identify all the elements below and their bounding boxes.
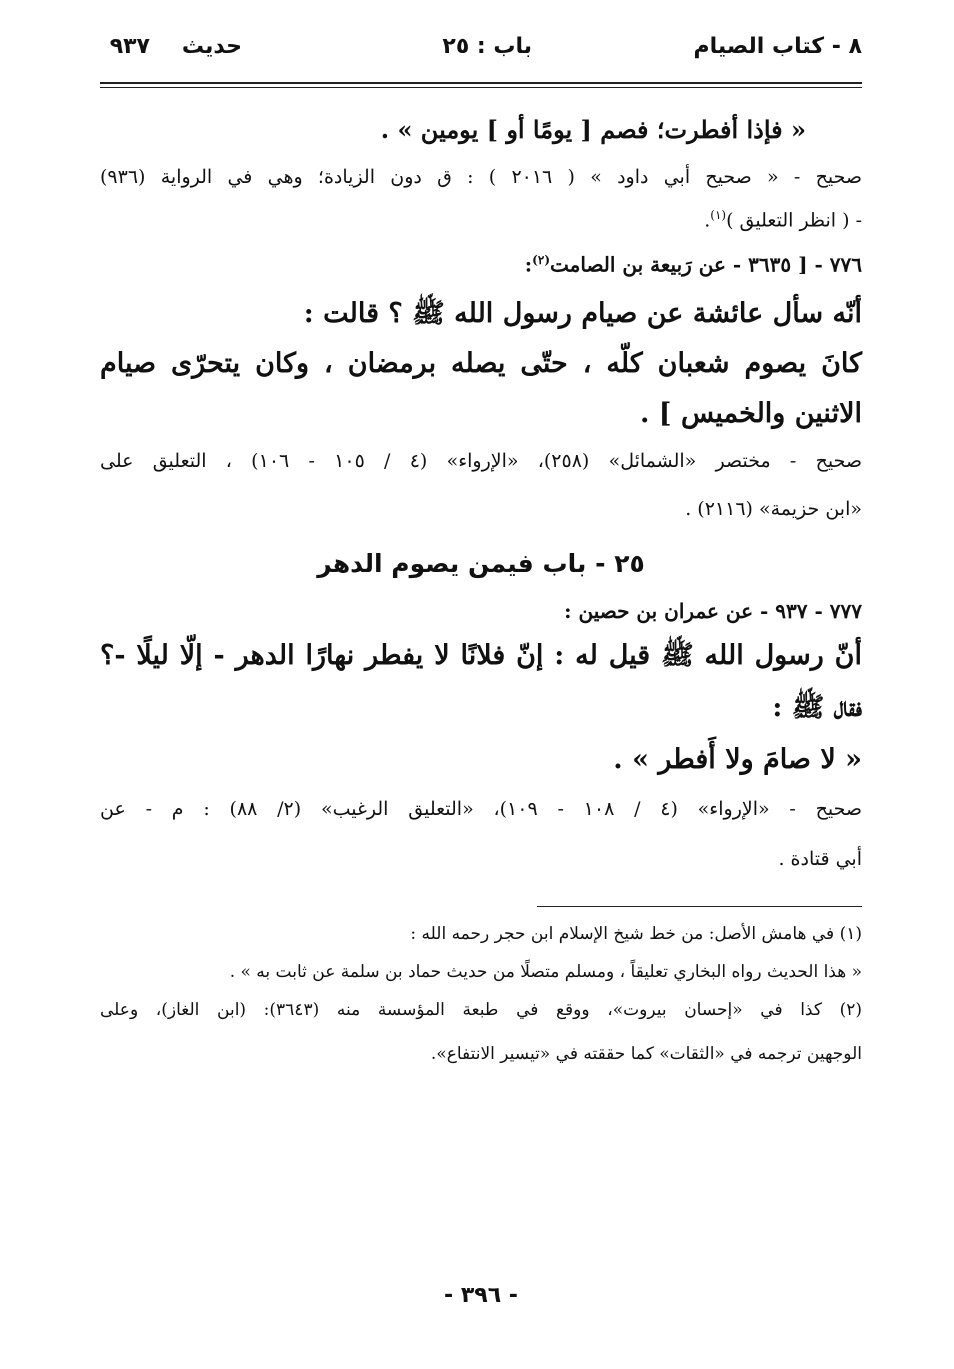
book-page xyxy=(100,28,862,1338)
hadith-text: أنّ رسول الله ﷺ قيل له : إنّ فلانًا لا يفطر نهارًا الدهر - إلّا ليلًا -؟ xyxy=(100,639,862,671)
hadith-number: ٩٣٧ xyxy=(109,34,150,59)
grading-line-cont: «ابن حزيمة» (٢١١٦) . xyxy=(685,497,862,520)
footnote-2-cont: الوجهين ترجمه في «الثقات» كما حققته في «تيسير الانتفاع». xyxy=(430,1043,862,1064)
grading-line-cont: - ( انظر التعليق )$^{(١)}$. xyxy=(704,208,862,232)
grading-line-cont: أبي قتادة . xyxy=(778,847,862,870)
hadith-text: « لا صامَ ولا أَفطر » . xyxy=(613,743,862,775)
hadith-isnad: ٧٧٧ - ٩٣٧ - عن عمران بن حصين : xyxy=(564,598,862,623)
footnote-1-cont: « هذا الحديث رواه البخاري تعليقاً ، ومسلم متصلًا من حديث حماد بن سلمة عن ثابت به » . xyxy=(229,961,862,982)
hadith-label: حديث xyxy=(181,34,242,59)
page-number: - ٣٩٦ - xyxy=(444,1283,518,1308)
text-line: « فإذا أفطرت؛ فصم [ يومًا أو ] يومين » . xyxy=(380,115,806,144)
footnote-1: (١) في هامش الأصل: من خط شيخ الإسلام ابن حجر رحمه الله : xyxy=(410,923,862,944)
footnote-ref: (٢) xyxy=(532,253,550,268)
footnote-ref: (١) xyxy=(710,208,727,222)
hadith-text: فقال ﷺ : xyxy=(772,691,862,723)
chapter-title: ٨ - كتاب الصيام xyxy=(693,34,862,59)
hadith-text: أنّه سأل عائشة عن صيام رسول الله ﷺ ؟ قالت : xyxy=(303,297,862,329)
grading-line: صحيح - مختصر «الشمائل» (٢٥٨)، «الإرواء» (٤ / ١٠٥ - ١٠٦) ، التعليق على xyxy=(100,449,863,472)
hadith-text: كانَ يصوم شعبان كلّه ، حتّى يصله برمضان ، وكان يتحرّى صيام xyxy=(100,347,862,379)
grading-line: صحيح - «الإرواء» (٤ / ١٠٨ - ١٠٩)، «التعليق الرغيب» (٢/ ٨٨) : م - عن xyxy=(100,797,862,820)
hadith-isnad: ٧٧٦ - [ ٣٦٣٥ - عن رَبيعة بن الصامت$^{(٢)}$: xyxy=(524,252,862,277)
hadith-text: الاثنين والخميس ] . xyxy=(639,397,862,429)
grading-line: صحيح - « صحيح أبي داود » ( ٢٠١٦ ) : ق دون الزيادة؛ وهي في الرواية (٩٣٦) xyxy=(100,166,862,188)
section-heading: ٢٥ - باب فيمن يصوم الدهر xyxy=(317,548,645,578)
bab-label: باب : ٢٥ xyxy=(442,34,532,59)
footnote-2: (٢) كذا في «إحسان بيروت»، ووقع في طبعة المؤسسة منه (٣٦٤٣): (ابن الغاز)، وعلى xyxy=(100,999,862,1020)
running-header xyxy=(100,28,862,76)
